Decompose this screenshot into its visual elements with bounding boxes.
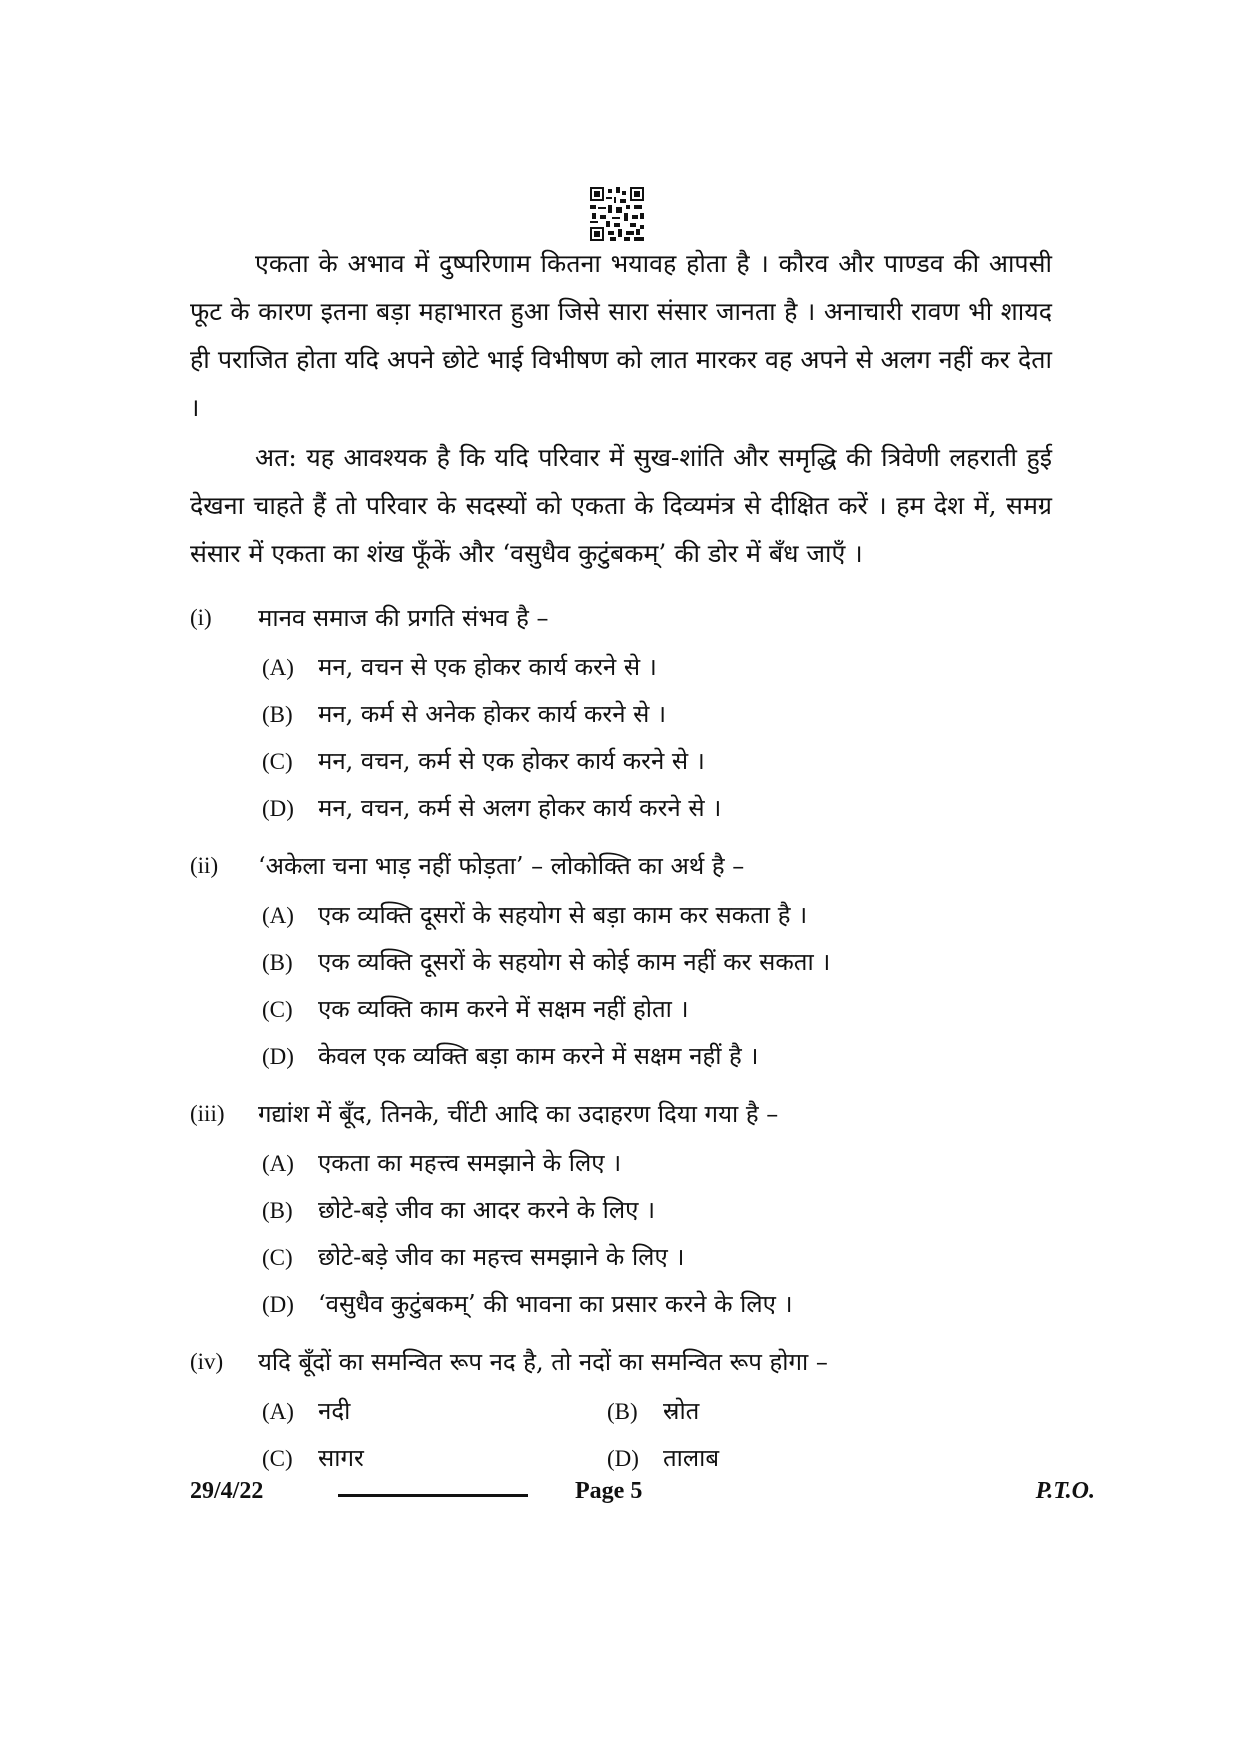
options-list <box>262 892 1052 1080</box>
footer-divider <box>338 1494 528 1497</box>
option-label: (C) <box>262 997 293 1022</box>
option <box>262 986 1052 1033</box>
paper-code: 29/4/22 <box>190 1478 264 1504</box>
option-label: (D) <box>262 796 294 821</box>
option-text: मन, वचन से एक होकर कार्य करने से । <box>318 653 657 681</box>
option <box>262 738 1052 785</box>
option-label: (B) <box>262 950 293 975</box>
options-grid <box>262 1388 1052 1482</box>
option-text: छोटे-बड़े जीव का महत्त्व समझाने के लिए । <box>318 1243 685 1271</box>
option <box>262 1281 1052 1328</box>
option <box>262 1435 607 1482</box>
option-label: (D) <box>262 1292 294 1317</box>
option-text: एक व्यक्ति दूसरों के सहयोग से बड़ा काम कर सकता है । <box>318 901 808 929</box>
option <box>607 1435 952 1482</box>
option <box>262 1033 1052 1080</box>
option-label: (B) <box>262 1198 293 1223</box>
option-text: एक व्यक्ति काम करने में सक्षम नहीं होता । <box>318 995 689 1023</box>
passage-paragraph-2: अत: यह आवश्यक है कि यदि परिवार में सुख-शांति और समृद्धि की त्रिवेणी लहराती हुई देखना चाहते हैं तो परिवार के सदस्यों को एकता के दिव्यमंत्र से दीक्षित करें । हम देश में, समग्र संसार में एकता का शंख फूँकें और ‘वसुधैव कुटुंबकम्’ की डोर में बँध जाएँ । <box>190 443 1052 568</box>
options-list <box>262 1140 1052 1328</box>
option-label: (D) <box>607 1446 639 1471</box>
option-label: (D) <box>262 1044 294 1069</box>
option-text: तालाब <box>663 1444 720 1472</box>
question-text: मानव समाज की प्रगति संभव है – <box>258 604 549 632</box>
option <box>607 1388 952 1435</box>
question-text: यदि बूँदों का समन्वित रूप नद है, तो नदों का समन्वित रूप होगा – <box>258 1348 828 1376</box>
question-text: गद्यांश में बूँद, तिनके, चींटी आदि का उदाहरण दिया गया है – <box>258 1100 779 1128</box>
option <box>262 892 1052 939</box>
option-text: केवल एक व्यक्ति बड़ा काम करने में सक्षम नहीं है । <box>318 1042 759 1070</box>
please-turn-over: P.T.O. <box>1035 1478 1095 1504</box>
qr-code-icon <box>590 187 644 241</box>
option-text: ‘वसुधैव कुटुंबकम्’ की भावना का प्रसार करने के लिए । <box>318 1290 793 1318</box>
option-label: (A) <box>262 903 294 928</box>
option-text: स्रोत <box>663 1397 700 1425</box>
option <box>262 785 1052 832</box>
question-2 <box>190 846 1052 1080</box>
option-text: एकता का महत्त्व समझाने के लिए । <box>318 1149 622 1177</box>
question-number: (ii) <box>190 853 219 878</box>
option-text: मन, कर्म से अनेक होकर कार्य करने से । <box>318 700 667 728</box>
qr-code <box>590 187 644 241</box>
option <box>262 1388 607 1435</box>
page-number: Page 5 <box>575 1478 643 1504</box>
question-3 <box>190 1094 1052 1328</box>
question-number: (iv) <box>190 1349 224 1374</box>
option-label: (C) <box>262 1446 293 1471</box>
option-label: (A) <box>262 1399 294 1424</box>
option-label: (B) <box>607 1399 638 1424</box>
option-text: सागर <box>318 1444 364 1472</box>
option <box>262 644 1052 691</box>
option-label: (C) <box>262 749 293 774</box>
page-footer <box>190 1478 1095 1518</box>
option <box>262 939 1052 986</box>
option-text: मन, वचन, कर्म से एक होकर कार्य करने से । <box>318 747 705 775</box>
option <box>262 1140 1052 1187</box>
question-4 <box>190 1342 1052 1482</box>
question-text: ‘अकेला चना भाड़ नहीं फोड़ता’ – लोकोक्ति का अर्थ है – <box>258 852 745 880</box>
question-1 <box>190 598 1052 832</box>
option <box>262 1187 1052 1234</box>
question-number: (iii) <box>190 1101 225 1126</box>
option-text: नदी <box>318 1397 351 1425</box>
option-label: (C) <box>262 1245 293 1270</box>
option-label: (A) <box>262 1151 294 1176</box>
option-text: एक व्यक्ति दूसरों के सहयोग से कोई काम नहीं कर सकता । <box>318 948 831 976</box>
options-list <box>262 644 1052 832</box>
option <box>262 691 1052 738</box>
passage-paragraph-1: एकता के अभाव में दुष्परिणाम कितना भयावह होता है । कौरव और पाण्डव की आपसी फूट के कारण इतना बड़ा महाभारत हुआ जिसे सारा संसार जानता है । अनाचारी रावण भी शायद ही पराजित होता यदि अपने छोटे भाई विभीषण को लात मारकर वह अपने से अलग नहीं कर देता । <box>190 249 1052 422</box>
question-number: (i) <box>190 605 212 630</box>
page-content <box>190 240 1052 1482</box>
option-label: (B) <box>262 702 293 727</box>
option-label: (A) <box>262 655 294 680</box>
option <box>262 1234 1052 1281</box>
option-text: मन, वचन, कर्म से अलग होकर कार्य करने से । <box>318 794 722 822</box>
option-text: छोटे-बड़े जीव का आदर करने के लिए । <box>318 1196 656 1224</box>
